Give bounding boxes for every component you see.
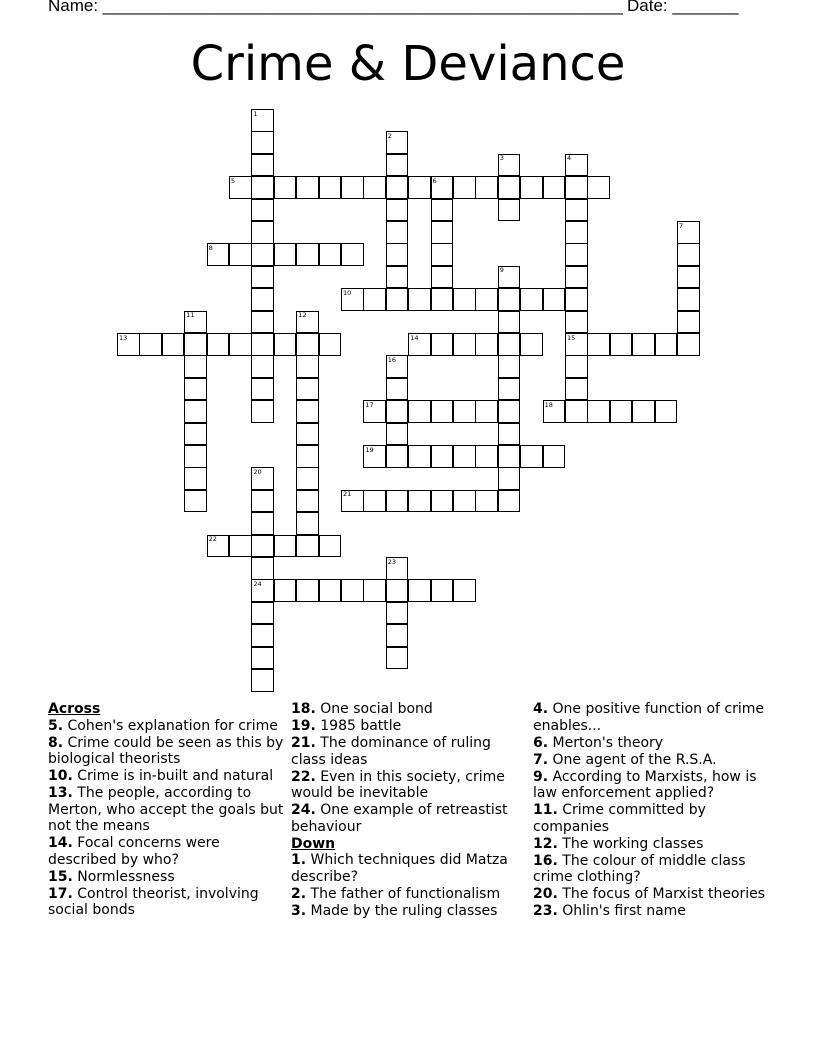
grid-cell[interactable] (565, 333, 588, 356)
grid-cell[interactable] (184, 490, 207, 513)
grid-cell[interactable] (386, 266, 409, 289)
clue-number: 23. (533, 903, 558, 919)
grid-cell[interactable] (386, 288, 409, 311)
grid-cell[interactable] (207, 535, 230, 558)
grid-cell[interactable] (543, 445, 566, 468)
clue-number-label: 19 (365, 445, 374, 454)
grid-cell[interactable] (251, 311, 274, 334)
grid-cell[interactable] (498, 311, 521, 334)
clue-text: One social bond (320, 701, 433, 717)
clue-across-17 (48, 886, 284, 919)
clue-number: 14. (48, 835, 73, 851)
grid-cell[interactable] (453, 176, 476, 199)
grid-cell[interactable] (565, 378, 588, 401)
grid-cell[interactable] (296, 467, 319, 490)
grid-cell[interactable] (341, 243, 364, 266)
grid-cell[interactable] (677, 333, 700, 356)
grid-cell[interactable] (296, 311, 319, 334)
grid-cell[interactable] (408, 579, 431, 602)
grid-cell[interactable] (386, 243, 409, 266)
grid-cell[interactable] (453, 579, 476, 602)
grid-cell[interactable] (251, 333, 274, 356)
grid-cell[interactable] (184, 355, 207, 378)
grid-cell[interactable] (453, 445, 476, 468)
grid-cell[interactable] (431, 266, 454, 289)
grid-cell[interactable] (251, 266, 274, 289)
clue-down-23 (533, 903, 769, 920)
grid-cell[interactable] (319, 333, 342, 356)
grid-cell[interactable] (296, 378, 319, 401)
clue-down-7 (533, 752, 769, 769)
clue-down-4 (533, 701, 769, 734)
grid-cell[interactable] (296, 176, 319, 199)
grid-cell[interactable] (677, 311, 700, 334)
grid-cell[interactable] (184, 311, 207, 334)
grid-cell[interactable] (274, 176, 297, 199)
grid-cell[interactable] (251, 400, 274, 423)
grid-cell[interactable] (520, 288, 543, 311)
name-field-label[interactable]: Name: _______________________________________________________ (48, 0, 623, 15)
clue-number-label: 23 (387, 557, 397, 566)
clue-text: Even in this society, crime would be inevitable (291, 768, 505, 801)
grid-cell[interactable] (251, 579, 274, 602)
grid-cell[interactable] (498, 355, 521, 378)
grid-cell[interactable] (610, 400, 633, 423)
clue-number: 10. (48, 768, 73, 784)
clue-number-label: 4 (567, 154, 572, 163)
clue-number: 9. (533, 768, 549, 785)
clue-number-label: 10 (343, 288, 352, 297)
across-heading: Across (48, 701, 101, 717)
grid-cell[interactable] (319, 243, 342, 266)
grid-cell[interactable] (453, 490, 476, 513)
grid-cell[interactable] (386, 176, 409, 199)
grid-cell[interactable] (251, 355, 274, 378)
clue-number: 5. (48, 717, 64, 734)
grid-cell[interactable] (251, 131, 274, 154)
grid-cell[interactable] (184, 378, 207, 401)
clue-column-2 (291, 701, 527, 920)
clue-number-label: 9 (499, 266, 504, 275)
clue-across-14 (48, 835, 284, 868)
page-title: Crime & Deviance (190, 36, 626, 92)
grid-cell[interactable] (363, 288, 386, 311)
grid-cell[interactable] (386, 199, 409, 222)
grid-cell[interactable] (386, 154, 409, 177)
grid-cell[interactable] (565, 199, 588, 222)
clue-number-label: 5 (231, 176, 236, 185)
clue-number-label: 13 (119, 333, 128, 342)
clue-text: Cohen's explanation for crime (67, 717, 278, 734)
grid-cell[interactable] (565, 176, 588, 199)
clue-text: 1985 battle (320, 718, 402, 734)
grid-cell[interactable] (431, 221, 454, 244)
grid-cell[interactable] (431, 579, 454, 602)
grid-cell[interactable] (184, 400, 207, 423)
clue-across-8 (48, 735, 284, 768)
clue-across-18 (291, 701, 527, 718)
clue-number: 1. (291, 852, 307, 868)
clue-down-16 (533, 853, 769, 886)
grid-cell[interactable] (363, 400, 386, 423)
grid-cell[interactable] (408, 490, 431, 513)
grid-cell[interactable] (677, 266, 700, 289)
grid-cell[interactable] (139, 333, 162, 356)
grid-cell[interactable] (296, 423, 319, 446)
grid-cell[interactable] (251, 199, 274, 222)
clue-number: 15. (48, 868, 73, 885)
clue-text: Focal concerns were described by who? (48, 835, 220, 868)
clue-number-label: 7 (679, 221, 684, 230)
grid-cell[interactable] (251, 602, 274, 625)
grid-cell[interactable] (251, 557, 274, 580)
clue-number-label: 20 (253, 467, 262, 476)
grid-cell[interactable] (408, 176, 431, 199)
grid-cell[interactable] (610, 333, 633, 356)
clue-text: According to Marxists, how is law enforcement applied? (533, 768, 757, 801)
down-heading: Down (291, 835, 336, 852)
grid-cell[interactable] (520, 333, 543, 356)
grid-cell[interactable] (498, 378, 521, 401)
clue-across-13 (48, 785, 284, 835)
clue-down-1 (291, 852, 527, 885)
clue-text: The dominance of ruling class ideas (291, 735, 491, 768)
clue-number: 17. (48, 885, 73, 902)
clue-text: The focus of Marxist theories (562, 886, 766, 902)
clue-number: 22. (291, 768, 316, 785)
grid-cell[interactable] (251, 647, 274, 670)
grid-cell[interactable] (251, 467, 274, 490)
grid-cell[interactable] (498, 288, 521, 311)
clue-down-3 (291, 903, 527, 920)
grid-cell[interactable] (677, 221, 700, 244)
clue-down-12 (533, 836, 769, 853)
grid-cell[interactable] (229, 535, 252, 558)
grid-cell[interactable] (296, 333, 319, 356)
grid-cell[interactable] (431, 199, 454, 222)
grid-cell[interactable] (319, 535, 342, 558)
clue-text: The working classes (562, 835, 704, 852)
grid-cell[interactable] (543, 288, 566, 311)
grid-cell[interactable] (229, 243, 252, 266)
grid-cell[interactable] (251, 109, 274, 132)
grid-cell[interactable] (207, 333, 230, 356)
grid-cell[interactable] (386, 355, 409, 378)
grid-cell[interactable] (498, 400, 521, 423)
grid-cell[interactable] (251, 154, 274, 177)
grid-cell[interactable] (475, 445, 498, 468)
grid-cell[interactable] (363, 579, 386, 602)
grid-cell[interactable] (543, 176, 566, 199)
clue-number-label: 6 (432, 176, 437, 185)
clue-text: Merton's theory (552, 734, 664, 751)
clue-number: 20. (533, 886, 558, 902)
grid-cell[interactable] (251, 176, 274, 199)
grid-cell[interactable] (274, 579, 297, 602)
clue-text: The colour of middle class crime clothing? (533, 852, 746, 885)
grid-cell[interactable] (498, 445, 521, 468)
grid-cell[interactable] (677, 288, 700, 311)
grid-cell[interactable] (431, 288, 454, 311)
clue-text: One example of retreastist behaviour (291, 802, 508, 835)
grid-cell[interactable] (296, 490, 319, 513)
grid-cell[interactable] (162, 333, 185, 356)
grid-cell[interactable] (408, 445, 431, 468)
grid-cell[interactable] (453, 400, 476, 423)
grid-cell[interactable] (587, 176, 610, 199)
grid-cell[interactable] (363, 490, 386, 513)
grid-cell[interactable] (386, 400, 409, 423)
clue-number-label: 14 (410, 333, 419, 342)
grid-cell[interactable] (498, 423, 521, 446)
clue-down-20 (533, 886, 769, 903)
grid-cell[interactable] (543, 400, 566, 423)
clue-number-label: 18 (544, 400, 553, 409)
grid-cell[interactable] (431, 445, 454, 468)
grid-cell[interactable] (274, 243, 297, 266)
grid-cell[interactable] (565, 154, 588, 177)
grid-cell[interactable] (251, 490, 274, 513)
grid-cell[interactable] (341, 176, 364, 199)
grid-cell[interactable] (677, 243, 700, 266)
grid-cell[interactable] (296, 400, 319, 423)
clue-number: 19. (291, 718, 316, 734)
grid-cell[interactable] (386, 624, 409, 647)
clue-across-19 (291, 718, 527, 735)
grid-cell[interactable] (184, 467, 207, 490)
grid-cell[interactable] (498, 467, 521, 490)
grid-cell[interactable] (363, 176, 386, 199)
grid-cell[interactable] (408, 288, 431, 311)
grid-cell[interactable] (386, 445, 409, 468)
grid-cell[interactable] (520, 176, 543, 199)
grid-cell[interactable] (408, 333, 431, 356)
clue-down-11 (533, 802, 769, 835)
clue-number-label: 15 (567, 333, 576, 342)
grid-cell[interactable] (386, 378, 409, 401)
clue-across-15 (48, 869, 284, 886)
grid-cell[interactable] (341, 288, 364, 311)
grid-cell[interactable] (386, 647, 409, 670)
clue-text: Normlessness (77, 868, 175, 885)
grid-cell[interactable] (565, 311, 588, 334)
grid-cell[interactable] (565, 400, 588, 423)
grid-cell[interactable] (251, 243, 274, 266)
clue-number-label: 21 (343, 490, 352, 499)
clue-number-label: 17 (365, 400, 374, 409)
clue-text: Crime could be seen as this by biological theorists (48, 734, 284, 767)
clue-number: 18. (291, 701, 316, 717)
grid-cell[interactable] (520, 445, 543, 468)
grid-cell[interactable] (251, 221, 274, 244)
clue-text: The father of functionalism (310, 885, 501, 902)
grid-cell[interactable] (453, 333, 476, 356)
clue-text: Crime is in-built and natural (77, 768, 274, 784)
clue-number: 8. (48, 734, 64, 751)
clue-text: One agent of the R.S.A. (552, 751, 717, 768)
grid-cell[interactable] (587, 400, 610, 423)
date-field-label[interactable]: Date: _______ (627, 0, 739, 15)
grid-cell[interactable] (207, 243, 230, 266)
grid-cell[interactable] (565, 266, 588, 289)
clue-across-21 (291, 735, 527, 768)
grid-cell[interactable] (341, 579, 364, 602)
grid-cell[interactable] (498, 199, 521, 222)
grid-cell[interactable] (184, 423, 207, 446)
clue-number-label: 22 (208, 535, 217, 544)
clue-across-10 (48, 768, 284, 785)
clue-text: Made by the ruling classes (310, 902, 498, 919)
clue-number: 16. (533, 852, 558, 869)
grid-cell[interactable] (453, 288, 476, 311)
grid-cell[interactable] (408, 400, 431, 423)
grid-cell[interactable] (475, 400, 498, 423)
clue-number: 2. (291, 885, 307, 902)
grid-cell[interactable] (475, 288, 498, 311)
grid-cell[interactable] (184, 333, 207, 356)
grid-cell[interactable] (229, 176, 252, 199)
grid-cell[interactable] (386, 131, 409, 154)
grid-cell[interactable] (251, 624, 274, 647)
clue-number-label: 11 (186, 311, 195, 320)
grid-cell[interactable] (655, 400, 678, 423)
grid-cell[interactable] (363, 445, 386, 468)
grid-cell[interactable] (431, 490, 454, 513)
grid-cell[interactable] (431, 400, 454, 423)
grid-cell[interactable] (296, 445, 319, 468)
grid-cell[interactable] (274, 535, 297, 558)
grid-cell[interactable] (565, 355, 588, 378)
clue-number-label: 2 (387, 131, 392, 140)
grid-cell[interactable] (319, 579, 342, 602)
grid-cell[interactable] (386, 557, 409, 580)
grid-cell[interactable] (565, 221, 588, 244)
clue-across-22 (291, 769, 527, 802)
grid-cell[interactable] (117, 333, 140, 356)
clue-number: 11. (533, 802, 558, 818)
clue-text: The people, according to Merton, who accept the goals but not the means (48, 785, 284, 834)
grid-cell[interactable] (251, 535, 274, 558)
grid-cell[interactable] (386, 579, 409, 602)
grid-cell[interactable] (475, 490, 498, 513)
grid-cell[interactable] (229, 333, 252, 356)
clue-number: 24. (291, 802, 316, 818)
clue-number: 12. (533, 835, 558, 852)
grid-cell[interactable] (251, 288, 274, 311)
grid-cell[interactable] (386, 221, 409, 244)
clue-down-2 (291, 886, 527, 903)
grid-cell[interactable] (498, 154, 521, 177)
clue-column-1 (48, 701, 284, 919)
grid-cell[interactable] (319, 176, 342, 199)
grid-cell[interactable] (498, 490, 521, 513)
clue-text: One positive function of crime enables... (533, 701, 765, 734)
clue-column-3 (533, 701, 769, 920)
clue-number-label: 1 (253, 109, 258, 118)
grid-cell[interactable] (386, 490, 409, 513)
clue-text: Control theorist, involving social bonds (48, 885, 259, 918)
clue-text: Crime committed by companies (533, 802, 706, 835)
clue-number-label: 3 (499, 154, 504, 163)
grid-cell[interactable] (632, 333, 655, 356)
grid-cell[interactable] (431, 243, 454, 266)
grid-cell[interactable] (296, 579, 319, 602)
clue-number-label: 16 (387, 355, 397, 364)
clue-number: 3. (291, 902, 307, 919)
grid-cell[interactable] (296, 243, 319, 266)
clue-number-label: 8 (208, 243, 213, 252)
grid-cell[interactable] (565, 288, 588, 311)
clue-number: 21. (291, 735, 316, 751)
grid-cell[interactable] (565, 243, 588, 266)
grid-cell[interactable] (498, 333, 521, 356)
clue-number: 6. (533, 734, 549, 751)
grid-cell[interactable] (296, 355, 319, 378)
grid-cell[interactable] (431, 176, 454, 199)
grid-cell[interactable] (251, 512, 274, 535)
grid-cell[interactable] (274, 333, 297, 356)
clue-down-9 (533, 769, 769, 802)
clue-text: Which techniques did Matza describe? (291, 852, 508, 885)
grid-cell[interactable] (184, 445, 207, 468)
grid-cell[interactable] (498, 266, 521, 289)
grid-cell[interactable] (251, 378, 274, 401)
clue-number: 4. (533, 701, 549, 717)
grid-cell[interactable] (296, 512, 319, 535)
grid-cell[interactable] (475, 333, 498, 356)
clue-number: 13. (48, 785, 73, 801)
grid-cell[interactable] (587, 333, 610, 356)
clue-text: Ohlin's first name (562, 903, 686, 919)
grid-cell[interactable] (632, 400, 655, 423)
grid-cell[interactable] (475, 176, 498, 199)
grid-cell[interactable] (431, 333, 454, 356)
clue-number: 7. (533, 751, 549, 768)
grid-cell[interactable] (251, 669, 274, 692)
clue-across-5 (48, 718, 284, 735)
grid-cell[interactable] (296, 535, 319, 558)
grid-cell[interactable] (655, 333, 678, 356)
grid-cell[interactable] (341, 490, 364, 513)
clue-number-label: 24 (253, 579, 262, 588)
clue-across-24 (291, 802, 527, 835)
grid-cell[interactable] (498, 176, 521, 199)
grid-cell[interactable] (386, 423, 409, 446)
grid-cell[interactable] (386, 602, 409, 625)
clue-down-6 (533, 735, 769, 752)
clue-number-label: 12 (298, 311, 307, 320)
